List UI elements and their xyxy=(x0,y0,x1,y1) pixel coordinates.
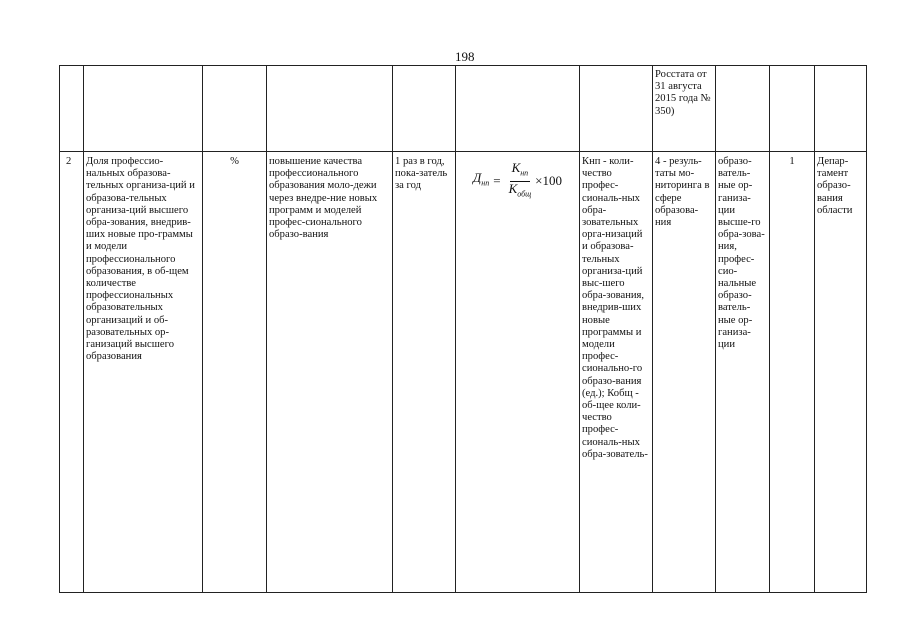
cell-empty xyxy=(203,66,267,152)
cell-empty xyxy=(716,66,770,152)
formula-fraction: $\frac{К_{нп}}{К_{общ}}$ xyxy=(508,160,532,199)
cell-formula xyxy=(456,152,580,593)
cell-variables: Кнп - коли-чество профес-сиональ-ных обра-зовательных орга-низаций и образова-тельных организа-ций выс-шего обра-зования, внедрив-ших новые программы и модели профес-сионально-го образо-вания (ед.); Кобщ - об-щее коли-чество профес-сиональ-ных обра-зователь- xyxy=(580,152,653,593)
cell-empty xyxy=(580,66,653,152)
formula-multiplier: ×100 xyxy=(535,173,563,189)
cell-responsible: Депар-тамент образо-вания области xyxy=(815,152,867,593)
cell-method-continuation: Росстата от 31 августа 2015 года № 350) xyxy=(653,66,716,152)
cell-method: 4 - резуль-таты мо-ниторинга в сфере образова-ния xyxy=(653,152,716,593)
cell-empty xyxy=(60,66,84,152)
table-row xyxy=(60,66,867,152)
cell-frequency: 1 раз в год, пока-затель за год xyxy=(393,152,456,593)
cell-goal: повышение качества профессионального образования моло-дежи через внедре-ние новых программ и моделей профес-сионального образо-вания xyxy=(267,152,393,593)
cell-object: образо-ватель-ные ор-ганиза-ции высше-го обра-зова-ния, профес-сио-нальные образо-ватель-ные ор-ганиза-ции xyxy=(716,152,770,593)
cell-empty xyxy=(456,66,580,152)
page-number: 198 xyxy=(455,49,475,64)
cell-indicator-name: Доля профессио-нальных образова-тельных организа-ций и образова-тельных организа-ций высшего обра-зования, внедрив-ших новые про-граммы и модели профессионального образования, в об-щем количестве профессиональных образовательных организаций и об-разовательных ор-ганизаций высшего образования xyxy=(84,152,203,593)
cell-empty xyxy=(84,66,203,152)
table-row xyxy=(60,152,867,593)
cell-row-number: 2 xyxy=(60,152,84,593)
cell-unit: % xyxy=(203,152,267,593)
formula-lhs: $Д_{нп}$ xyxy=(472,170,490,188)
cell-empty xyxy=(393,66,456,152)
indicator-table xyxy=(59,65,867,593)
cell-empty xyxy=(267,66,393,152)
formula: $Д_{нп}$ = $\frac{К_{нп}}{К_{общ}}$ ×100 xyxy=(458,156,577,201)
cell-coverage: 1 xyxy=(770,152,815,593)
cell-empty xyxy=(815,66,867,152)
cell-empty xyxy=(770,66,815,152)
